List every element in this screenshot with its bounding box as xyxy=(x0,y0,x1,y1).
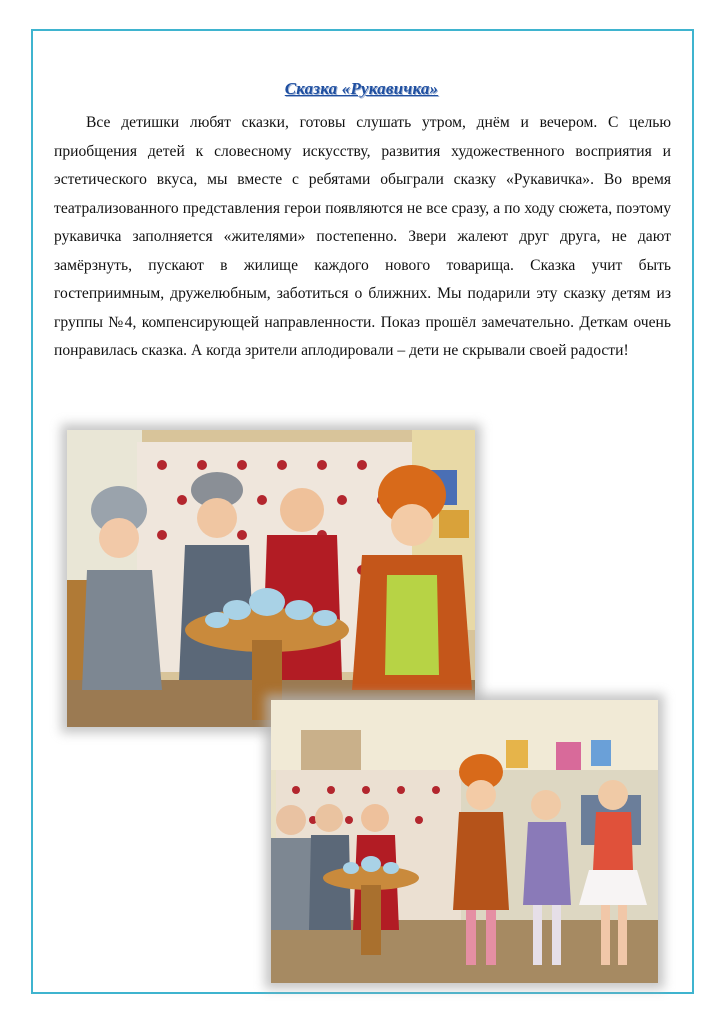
photo-children-tea-table xyxy=(67,430,475,727)
document-title: Сказка «Рукавичка» xyxy=(284,79,439,98)
body-paragraph: Все детишки любят сказки, готовы слушать утром, днём и вечером. С целью приобщения детей к словесному искусству, развития художественного восприятия и эстетического вкуса, мы вместе с ребятами обыграли сказку «Рукавичка». Во время театрализованного представления герои появляются не все сразу, а по ходу сюжета, поэтому рукавичка заполняется «жителями» постепенно. Звери жалеют друг друга, не дают замёрзнуть, пускают в жилище каждого нового товарища. Сказка учит быть гостеприимным, дружелюбным, заботиться о ближних. Мы подарили эту сказку детям из группы №4, компенсирующей направленности. Показ прошёл замечательно. Деткам очень понравилась сказка. А когда зрители аплодировали – дети не скрывали своей радости! xyxy=(54,114,671,359)
photo-children-performance xyxy=(271,700,658,983)
